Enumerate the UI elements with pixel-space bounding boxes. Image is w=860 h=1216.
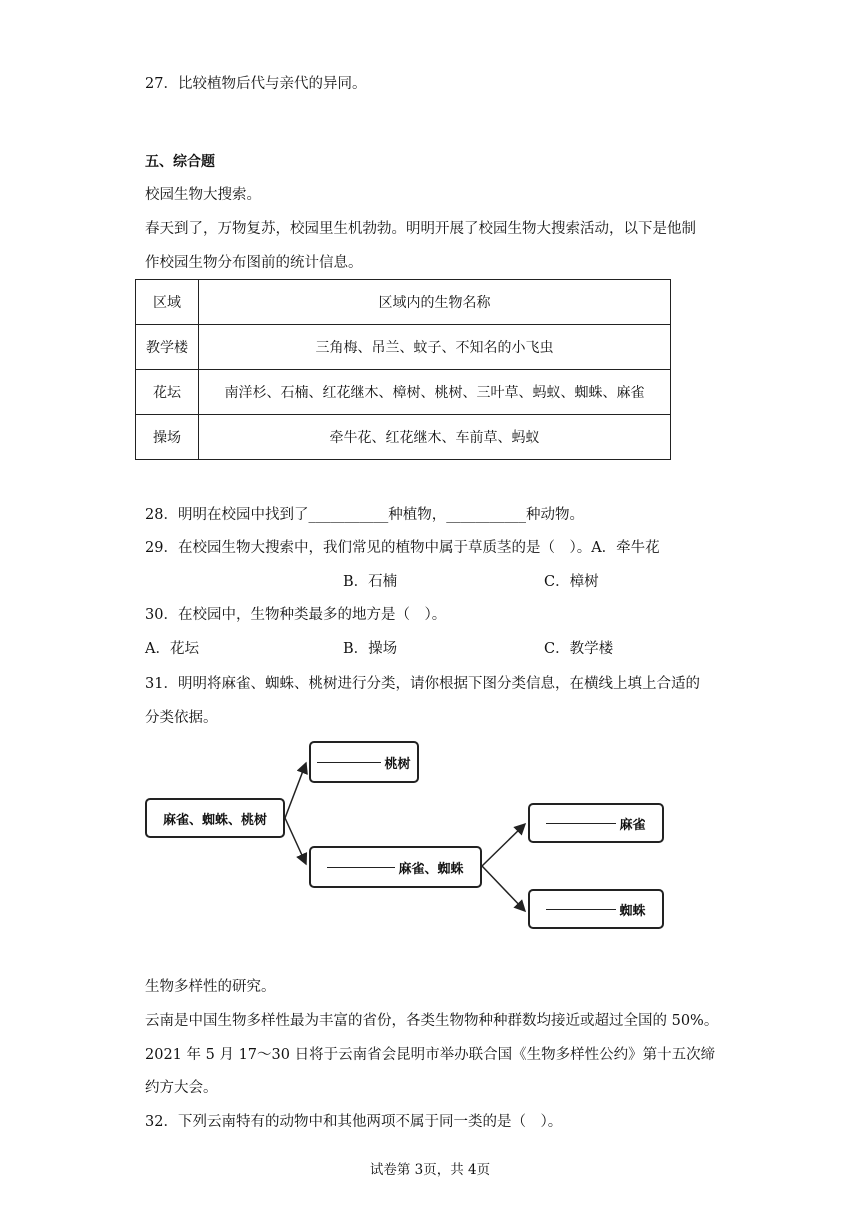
option-b: B．操场	[343, 641, 398, 657]
question-31-line-1: 31．明明将麻雀、蜘蛛、桃树进行分类，请你根据下图分类信息，在横线上填上合适的	[145, 676, 700, 692]
option-c: C．樟树	[544, 574, 599, 590]
middle-box	[309, 846, 482, 888]
answer-blank[interactable]	[546, 822, 616, 824]
question-32: 32．下列云南特有的动物中和其他两项不属于同一类的是（ ）。	[145, 1114, 563, 1130]
question-30: 30．在校园中，生物种类最多的地方是（ ）。	[145, 607, 447, 623]
spider-label: 蜘蛛	[619, 903, 646, 919]
arrow-to-peach	[285, 763, 306, 818]
classification-diagram	[140, 735, 680, 935]
campus-intro-1: 春天到了，万物复苏，校园里生机勃勃。明明开展了校园生物大搜索活动，以下是他制	[145, 221, 696, 237]
root-label: 麻雀、蜘蛛、桃树	[162, 812, 267, 828]
question-29: 29．在校园生物大搜索中，我们常见的植物中属于草质茎的是（ ）。A．牵牛花	[145, 540, 660, 556]
root-box	[145, 798, 285, 838]
question-27: 27．比较植物后代与亲代的异同。	[145, 76, 367, 92]
table-row	[136, 415, 671, 460]
bio-title: 生物多样性的研究。	[145, 979, 276, 995]
campus-title: 校园生物大搜索。	[145, 187, 261, 203]
campus-intro-2: 作校园生物分布图前的统计信息。	[145, 255, 363, 271]
sparrow-label: 麻雀	[619, 817, 646, 833]
section-title: 五、综合题	[145, 154, 215, 170]
survey-table	[135, 279, 671, 460]
table-row	[136, 370, 671, 415]
option-a: A．花坛	[145, 641, 199, 657]
table-row	[136, 325, 671, 370]
option-c: C．教学楼	[544, 641, 614, 657]
table-header-cell: 区域内的生物名称	[199, 280, 671, 325]
sparrow-box	[528, 803, 664, 843]
table-cell: 操场	[136, 415, 199, 460]
table-cell: 花坛	[136, 370, 199, 415]
middle-label: 麻雀、蜘蛛	[398, 861, 464, 877]
table-cell: 三角梅、吊兰、蚊子、不知名的小飞虫	[199, 325, 671, 370]
spider-box	[528, 889, 664, 929]
peach-label: 桃树	[384, 756, 411, 772]
arrow-to-middle	[285, 818, 306, 864]
bio-paragraph-2: 2021 年 5 月 17～30 日将于云南省会昆明市举办联合国《生物多样性公约》第十五次缔	[145, 1047, 716, 1063]
bio-paragraph-1: 云南是中国生物多样性最为丰富的省份，各类生物物种种群数均接近或超过全国的 50%。	[145, 1013, 719, 1029]
bio-paragraph-3: 约方大会。	[145, 1080, 218, 1096]
answer-blank[interactable]	[317, 761, 381, 763]
arrow-to-sparrow	[482, 824, 525, 866]
table-cell: 教学楼	[136, 325, 199, 370]
option-b: B．石楠	[343, 574, 398, 590]
peach-box	[309, 741, 419, 783]
table-row	[136, 280, 671, 325]
arrow-to-spider	[482, 866, 525, 911]
table-cell: 牵牛花、红花继木、车前草、蚂蚁	[199, 415, 671, 460]
answer-blank[interactable]	[327, 866, 395, 868]
question-31-line-2: 分类依据。	[145, 710, 218, 726]
page-footer: 试卷第 3页，共 4页	[369, 1162, 491, 1178]
table-cell: 南洋杉、石楠、红花继木、樟树、桃树、三叶草、蚂蚁、蜘蛛、麻雀	[199, 370, 671, 415]
answer-blank[interactable]	[546, 908, 616, 910]
question-28: 28．明明在校园中找到了___________种植物，___________种动物。	[145, 507, 584, 523]
table-header-cell: 区域	[136, 280, 199, 325]
